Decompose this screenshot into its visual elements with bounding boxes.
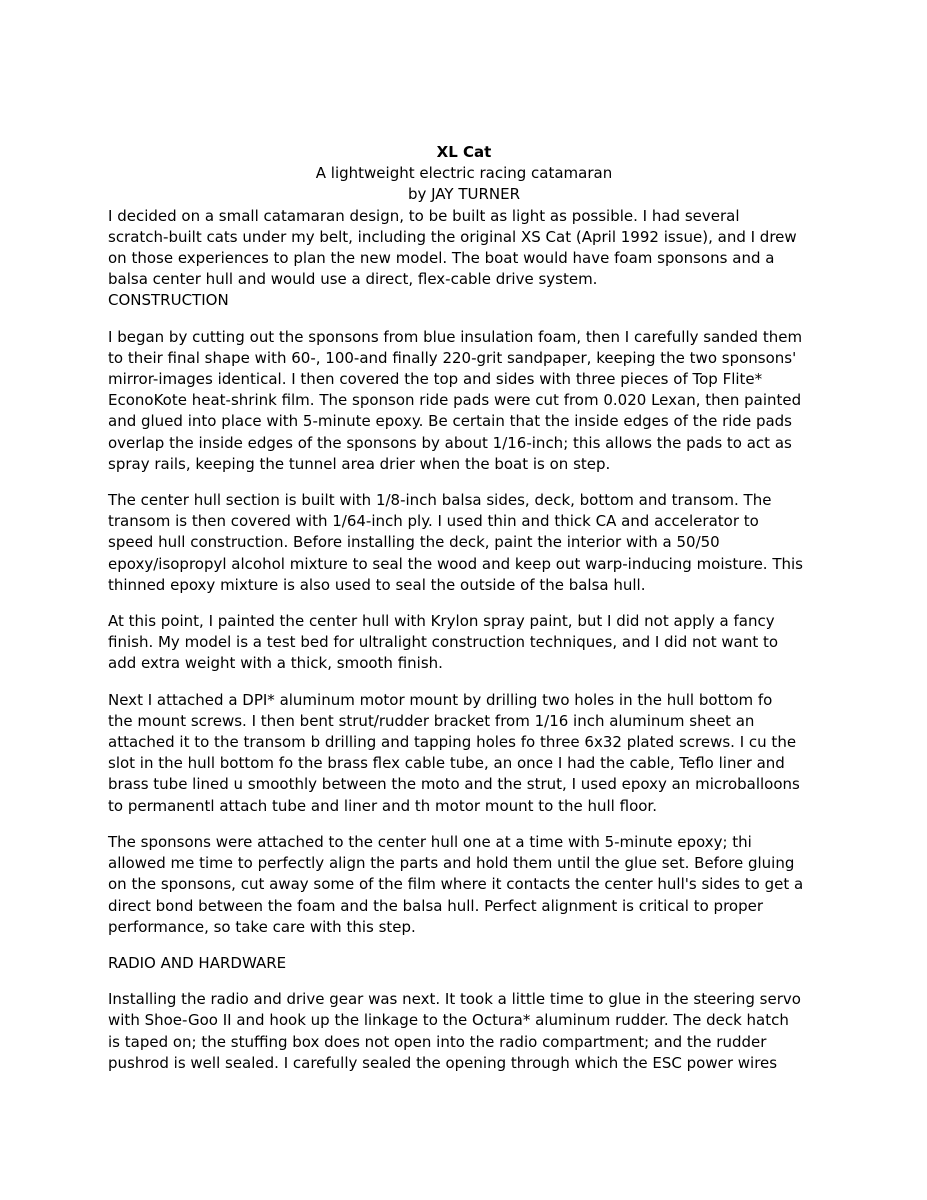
text-line: mirror-images identical. I then covered the top and sides with three pieces of Top Flite*: [108, 370, 763, 389]
text-line: transom is then covered with 1/64-inch ply. I used thin and thick CA and accelerator to: [108, 512, 759, 531]
text-line: The sponsons were attached to the center hull one at a time with 5-minute epoxy; thi: [108, 832, 752, 851]
text-line: I decided on a small catamaran design, to be built as light as possible. I had several: [108, 206, 740, 225]
paragraph-sponson-attachment: [108, 832, 820, 938]
text-line: XL Cat: [436, 143, 492, 161]
paragraph-center-hull: [108, 490, 820, 596]
paragraph-painting: [108, 611, 820, 675]
text-line: to permanentl attach tube and liner and th motor mount to the hull floor.: [108, 796, 657, 815]
text-line: direct bond between the foam and the balsa hull. Perfect alignment is critical to proper: [108, 896, 764, 915]
article-body: [108, 142, 820, 1074]
text-line: RADIO AND HARDWARE: [108, 953, 287, 972]
text-line: speed hull construction. Before installing the deck, paint the interior with a 50/50: [108, 533, 720, 552]
paragraph-radio-install: [108, 989, 820, 1074]
text-line: on those experiences to plan the new model. The boat would have foam sponsons and a: [108, 249, 775, 268]
text-line: on the sponsons, cut away some of the film where it contacts the center hull's sides to get a: [108, 875, 804, 894]
text-line: scratch-built cats under my belt, including the original XS Cat (April 1992 issue), and I drew: [108, 227, 797, 246]
text-line: with Shoe-Goo II and hook up the linkage to the Octura* aluminum rudder. The deck hatch: [108, 1011, 789, 1030]
text-line: allowed me time to perfectly align the parts and hold them until the glue set. Before gluing: [108, 854, 795, 873]
text-line: finish. My model is a test bed for ultralight construction techniques, and I did not want to: [108, 633, 779, 652]
text-line: pushrod is well sealed. I carefully sealed the opening through which the ESC power wires: [108, 1053, 778, 1072]
text-line: is taped on; the stuffing box does not open into the radio compartment; and the rudder: [108, 1032, 767, 1051]
paragraph-motor-mount: [108, 690, 820, 817]
text-line: performance, so take care with this step.: [108, 917, 416, 936]
doc-byline: [108, 184, 820, 205]
text-line: Next I attached a DPI* aluminum motor mount by drilling two holes in the hull bottom fo: [108, 690, 773, 709]
text-line: I began by cutting out the sponsons from blue insulation foam, then I carefully sanded them: [108, 327, 803, 346]
text-line: to their final shape with 60-, 100-and finally 220-grit sandpaper, keeping the two sponsons': [108, 348, 797, 367]
text-line: A lightweight electric racing catamaran: [315, 164, 613, 183]
paragraph-sponson-shaping: [108, 327, 820, 475]
text-line: the mount screws. I then bent strut/rudder bracket from 1/16 inch aluminum sheet an: [108, 711, 755, 730]
paragraph-intro: [108, 206, 820, 291]
doc-subtitle: [108, 163, 820, 184]
text-line: and glued into place with 5-minute epoxy. Be certain that the inside edges of the ride pads: [108, 412, 792, 431]
text-line: spray rails, keeping the tunnel area drier when the boat is on step.: [108, 454, 611, 473]
text-line: attached it to the transom b drilling and tapping holes fo three 6x32 plated screws. I cu the: [108, 733, 797, 752]
text-line: At this point, I painted the center hull with Krylon spray paint, but I did not apply a fancy: [108, 612, 775, 631]
text-line: add extra weight with a thick, smooth finish.: [108, 654, 443, 673]
text-line: balsa center hull and would use a direct, flex-cable drive system.: [108, 270, 598, 289]
text-line: brass tube lined u smoothly between the moto and the strut, I used epoxy an microballoons: [108, 775, 800, 794]
text-line: epoxy/isopropyl alcohol mixture to seal the wood and keep out warp-inducing moisture. This: [108, 554, 803, 573]
text-line: slot in the hull bottom fo the brass flex cable tube, an once I had the cable, Teflo liner and: [108, 754, 785, 773]
text-line: The center hull section is built with 1/8-inch balsa sides, deck, bottom and transom. The: [108, 491, 772, 510]
heading-radio-and-hardware: [108, 953, 820, 974]
text-line: thinned epoxy mixture is also used to seal the outside of the balsa hull.: [108, 575, 646, 594]
text-line: by JAY TURNER: [407, 185, 521, 204]
text-line: Installing the radio and drive gear was next. It took a little time to glue in the steering servo: [108, 990, 801, 1009]
text-line: EconoKote heat-shrink film. The sponson ride pads were cut from 0.020 Lexan, then painted: [108, 391, 802, 410]
text-line: overlap the inside edges of the sponsons by about 1/16-inch; this allows the pads to act as: [108, 433, 792, 452]
doc-title: [108, 142, 820, 163]
heading-construction: [108, 290, 820, 311]
text-line: CONSTRUCTION: [108, 291, 229, 310]
